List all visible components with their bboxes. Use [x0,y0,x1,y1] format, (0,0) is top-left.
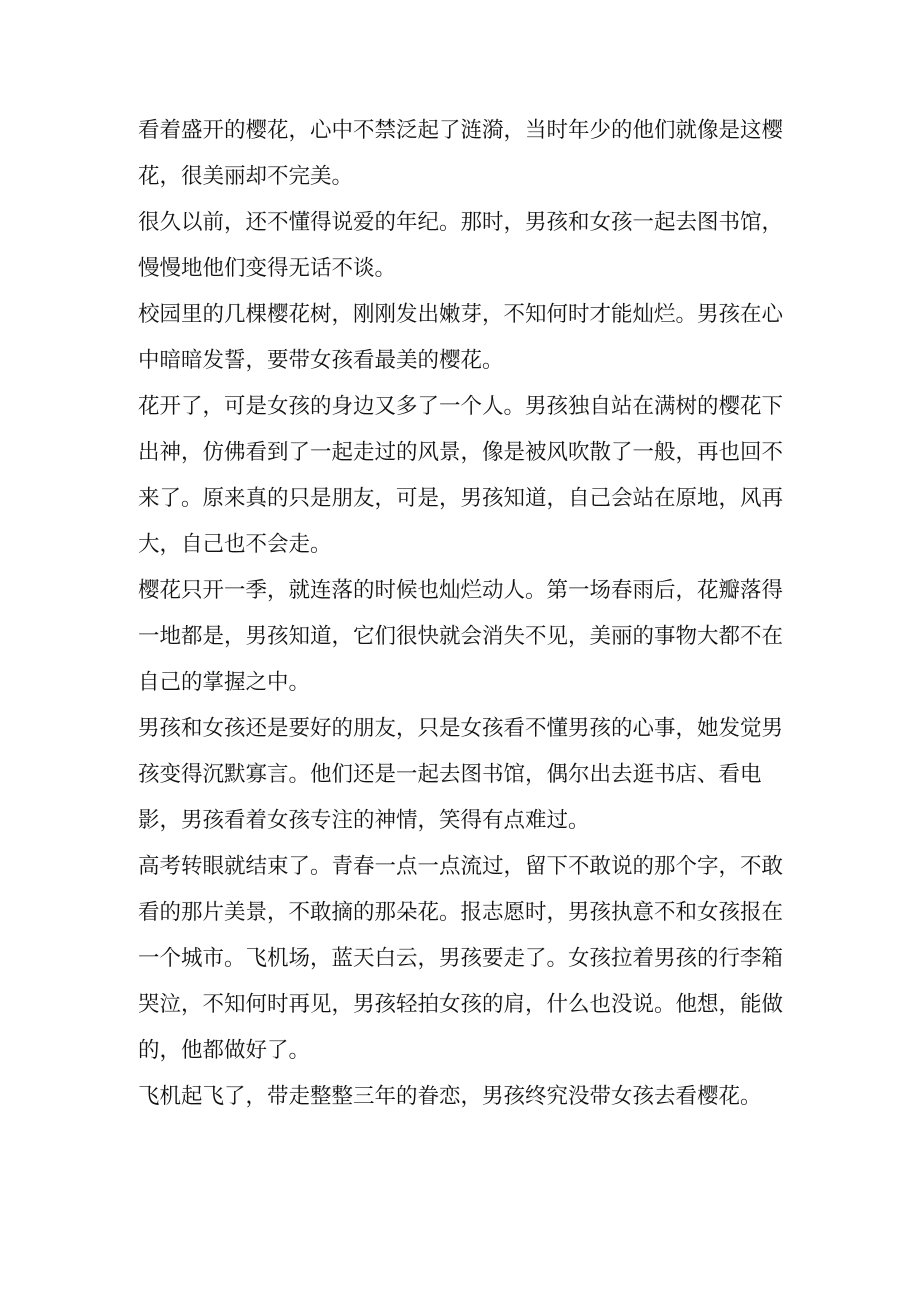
paragraph-8: 飞机起飞了，带走整整三年的眷恋，男孩终究没带女孩去看樱花。 [138,1084,762,1109]
paragraph-3: 校园里的几棵樱花树，刚刚发出嫩芽，不知何时才能灿烂。男孩在心中暗暗发誓，要带女孩看最美的樱花。 [138,302,784,373]
paragraph-6: 男孩和女孩还是要好的朋友，只是女孩看不懂男孩的心事，她发觉男孩变得沉默寡言。他们还是一起去图书馆，偶尔出去逛书店、看电影，男孩看着女孩专注的神情，笑得有点难过。 [138,716,784,833]
paragraph-4: 花开了，可是女孩的身边又多了一个人。男孩独自站在满树的樱花下出神，仿佛看到了一起走过的风景，像是被风吹散了一般，再也回不来了。原来真的只是朋友，可是，男孩知道，自己会站在原地，风再大，自己也不会走。 [138,394,784,557]
paragraph-1: 看着盛开的樱花，心中不禁泛起了涟漪，当时年少的他们就像是这樱花，很美丽却不完美。 [138,118,784,189]
document-body [138,108,798,1120]
paragraph-7: 高考转眼就结束了。青春一点一点流过，留下不敢说的那个字，不敢看的那片美景，不敢摘的那朵花。报志愿时，男孩执意不和女孩报在一个城市。飞机场，蓝天白云，男孩要走了。女孩拉着男孩的行李箱哭泣，不知何时再见，男孩轻拍女孩的肩，什么也没说。他想，能做的，他都做好了。 [138,854,784,1063]
paragraph-2: 很久以前，还不懂得说爱的年纪。那时，男孩和女孩一起去图书馆，慢慢地他们变得无话不谈。 [138,210,784,281]
paragraph-5: 樱花只开一季，就连落的时候也灿烂动人。第一场春雨后，花瓣落得一地都是，男孩知道，它们很快就会消失不见，美丽的事物大都不在自己的掌握之中。 [138,578,784,695]
